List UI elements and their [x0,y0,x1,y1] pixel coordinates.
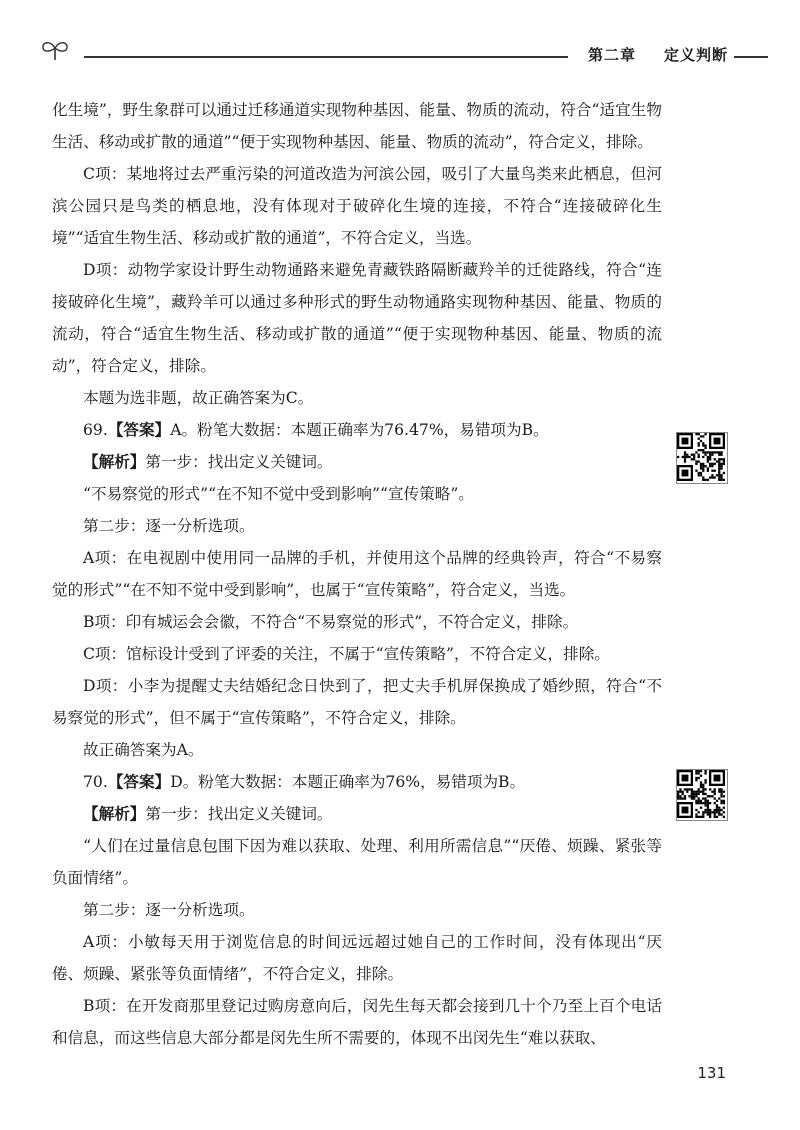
chapter-title: 第二章 [587,46,636,64]
paragraph [52,926,662,990]
qr-pattern [677,433,725,481]
header-rule-left [84,56,568,58]
paragraph-text: 第二步：逐一分析选项。 [83,517,255,535]
paragraph-text: B项：在开发商那里登记过购房意向后，闵先生每天都会接到几十个乃至上百个电话和信息，而这些信息大部分都是闵先生所不需要的，体现不出闵先生“难以获取、 [52,997,662,1047]
bracket-label: 【答案】 [107,772,171,791]
page-header [40,36,768,70]
qr-code-icon[interactable] [676,769,728,821]
paragraph-text: C项：馆标设计受到了评委的关注，不属于“宣传策略”，不符合定义，排除。 [83,645,610,663]
paragraph [52,766,662,798]
paragraph-text: B项：印有城运会会徽，不符合“不易察觉的形式”，不符合定义，排除。 [83,613,579,631]
paragraph [52,734,662,766]
bracket-label: 【解析】 [83,452,146,471]
paragraph [52,830,662,894]
paragraph-text: 故正确答案为A。 [83,741,204,759]
paragraph [52,414,662,446]
paragraph [52,798,662,830]
bracket-label: 【答案】 [107,420,171,439]
paragraph [52,254,662,382]
page-body [52,94,662,1054]
paragraph [52,382,662,414]
paragraph [52,990,662,1054]
header-rule-right [734,56,768,58]
paragraph [52,158,662,254]
paragraph-text: 本题为选非题，故正确答案为C。 [83,389,314,407]
bracket-label: 【解析】 [83,804,146,823]
paragraph-text: 第一步：找出定义关键词。 [145,453,333,471]
paragraph-text: 第一步：找出定义关键词。 [145,805,333,823]
paragraph [52,638,662,670]
qr-pattern [677,770,725,818]
paragraph [52,606,662,638]
paragraph [52,94,662,158]
question-number: 70. [83,773,108,791]
paragraph-text: C项：某地将过去严重污染的河道改造为河滨公园，吸引了大量鸟类来此栖息，但河滨公园只是鸟类的栖息地，没有体现对于破碎化生境的连接，不符合“连接破碎化生境”“适宜生物生活、移动或扩散的通道”，不符合定义，当选。 [52,165,662,247]
paragraph-text: D。粉笔大数据：本题正确率为76%，易错项为B。 [170,773,526,791]
paragraph [52,670,662,734]
question-number: 69. [83,421,108,439]
page-number: 131 [697,1064,726,1082]
paragraph [52,510,662,542]
paragraph-text: “人们在过量信息包围下因为难以获取、处理、利用所需信息”“厌倦、烦躁、紧张等负面情绪”。 [52,837,662,887]
qr-code-icon[interactable] [676,432,728,484]
paragraph [52,478,662,510]
paragraph-text: A项：小敏每天用于浏览信息的时间远远超过她自己的工作时间，没有体现出“厌倦、烦躁、紧张等负面情绪”，不符合定义，排除。 [52,933,662,983]
paragraph-text: “不易察觉的形式”“在不知不觉中受到影响”“宣传策略”。 [83,485,474,503]
paragraph-text: A项：在电视剧中使用同一品牌的手机，并使用这个品牌的经典铃声，符合“不易察觉的形式”“在不知不觉中受到影响”，也属于“宣传策略”，符合定义，当选。 [52,549,662,599]
paragraph-text: D项：动物学家设计野生动物通路来避免青藏铁路隔断藏羚羊的迁徙路线，符合“连接破碎化生境”，藏羚羊可以通过多种形式的野生动物通路实现物种基因、能量、物质的流动，符合“适宜生物生活、移动或扩散的通道”“便于实现物种基因、能量、物质的流动”，符合定义，排除。 [52,261,662,375]
paragraph-text: A。粉笔大数据：本题正确率为76.47%，易错项为B。 [170,421,549,439]
paragraph [52,894,662,926]
section-title: 定义判断 [663,46,728,64]
paragraph-text: 第二步：逐一分析选项。 [83,901,255,919]
paragraph [52,542,662,606]
paragraph-text: 化生境”，野生象群可以通过迁移通道实现物种基因、能量、物质的流动，符合“适宜生物生活、移动或扩散的通道”“便于实现物种基因、能量、物质的流动”，符合定义，排除。 [52,101,662,151]
sprout-icon [40,38,70,62]
paragraph [52,446,662,478]
paragraph-text: D项：小李为提醒丈夫结婚纪念日快到了，把丈夫手机屏保换成了婚纱照，符合“不易察觉的形式”，但不属于“宣传策略”，不符合定义，排除。 [52,677,662,727]
